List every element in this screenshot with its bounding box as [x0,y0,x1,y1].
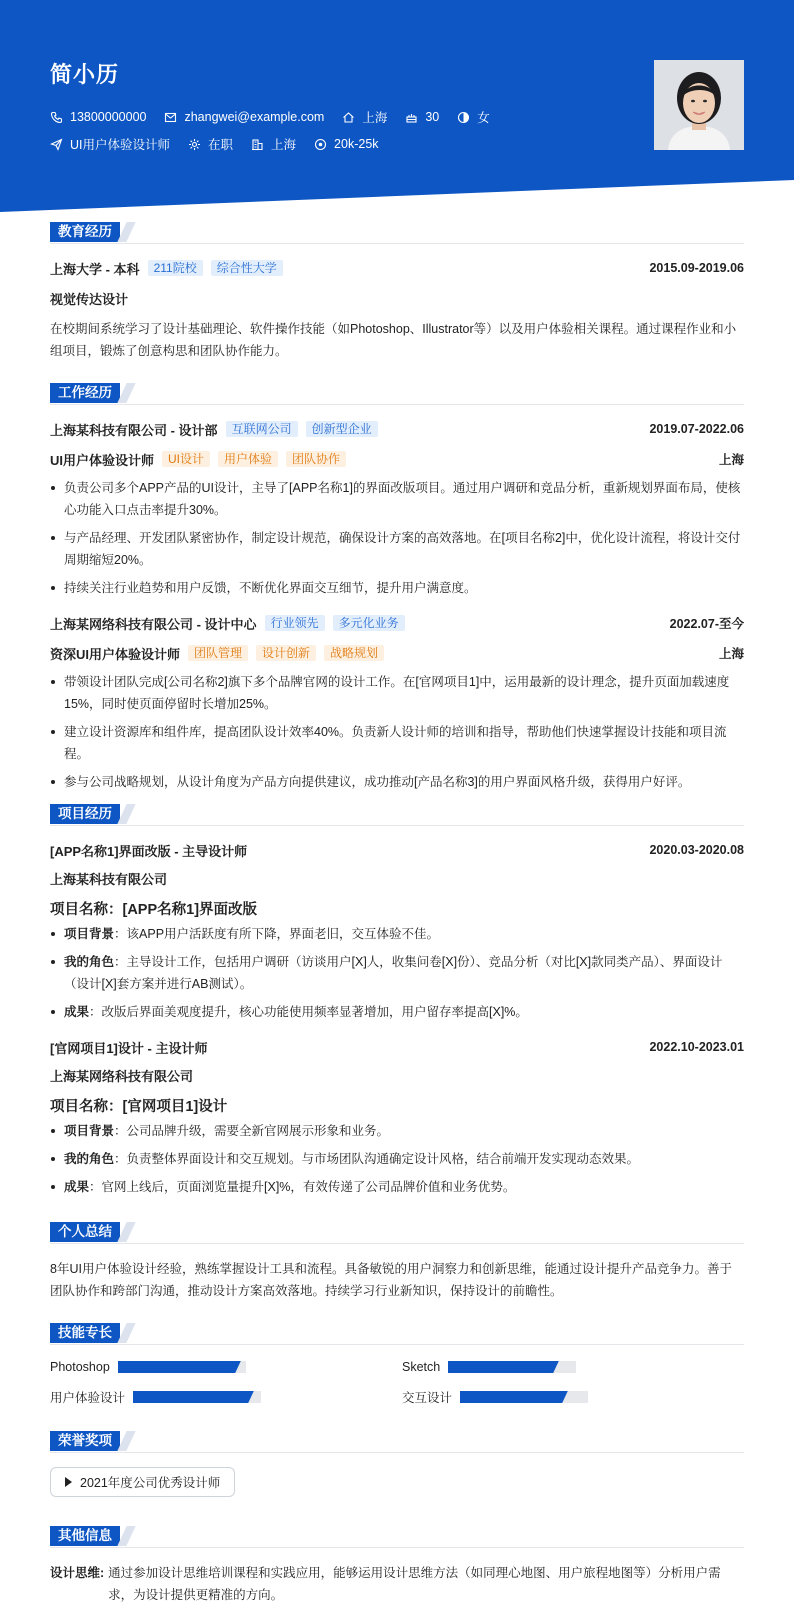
phone-info [50,110,146,124]
section-header [50,1323,744,1345]
email-info [164,110,324,124]
section-title-decoration [117,1222,135,1242]
school-tag: 综合性大学 [211,260,283,276]
role-block [50,644,384,663]
detail-label: 项目背景 [64,927,115,941]
list-item [50,951,744,995]
role-tag: 战略规划 [324,645,384,661]
detail-label: 我的角色 [64,1152,115,1166]
hometown-value: 上海 [362,111,388,125]
job-bullets [50,671,744,793]
job-role: 资深UI用户体验设计师 [50,646,181,662]
project-entry [50,840,744,1023]
project-details [50,1120,744,1198]
section-title-decoration [117,222,135,242]
list-item [50,1120,744,1142]
education-section [50,222,744,362]
company-tag: 互联网公司 [226,421,298,437]
award-text: 2021年度公司优秀设计师 [80,1476,221,1490]
email-value: zhangwei@example.com [184,110,325,124]
project-name: 项目名称：[APP名称1]界面改版 [50,902,258,918]
triangle-icon [65,1477,72,1487]
skill-grid [50,1359,744,1405]
list-item [50,1176,744,1198]
other-info-label: 设计思维: [50,1566,105,1580]
gender-icon [457,111,470,124]
education-description: 在校期间系统学习了设计基础理论、软件操作技能（如Photoshop、Illustrator等）以及用户体验相关课程。通过课程作业和小组项目，锻炼了创意构思和团队协作能力。 [50,322,737,358]
detail-label: 项目背景 [64,1124,115,1138]
skill-bar-fill [133,1391,246,1403]
job-entry [50,613,744,793]
section-title-decoration [117,1431,135,1451]
section-title: 技能专长 [50,1323,120,1343]
role-tag: 设计创新 [256,645,316,661]
project-heading: [官网项目1]设计 - 主设计师 [50,1040,208,1056]
gear-icon [188,138,201,151]
salary-info [314,137,378,151]
position-info [50,135,170,153]
candidate-name: 简小历 [50,62,120,87]
section-title-decoration [117,1526,135,1546]
section-title: 其他信息 [50,1526,120,1546]
skill-bar [448,1361,576,1373]
detail-text: ：官网上线后，页面浏览量提升[X]%，有效传递了公司品牌价值和业务优势。 [89,1180,516,1194]
info-row-contact [50,107,508,127]
detail-text: ：负责整体界面设计和交互规划。与市场团队沟通确定设计风格，结合前端开发实现动态效果。 [114,1152,640,1166]
project-name: 项目名称：[官网项目1]设计 [50,1099,228,1115]
section-header [50,1526,744,1548]
phone-icon [50,111,63,124]
avatar-illustration [654,60,744,150]
skill-item [402,1359,744,1375]
skill-name: Sketch [402,1360,441,1374]
role-tag: 团队管理 [188,645,248,661]
skill-bar-fill [118,1361,233,1373]
position-value: UI用户体验设计师 [70,138,171,152]
job-location: 上海 [718,647,744,661]
job-company-row [50,613,744,633]
education-major: 视觉传达设计 [50,292,129,307]
project-date: 2020.03-2020.08 [649,843,744,857]
age-value: 30 [425,110,440,124]
role-tag: 团队协作 [286,451,346,467]
detail-label: 成果 [64,1180,90,1194]
detail-label: 我的角色 [64,955,115,969]
skills-section [50,1323,744,1405]
projects-section [50,804,744,1204]
skill-bar [133,1391,261,1403]
list-item: 持续关注行业趋势和用户反馈，不断优化界面交互细节，提升用户满意度。 [50,577,744,599]
project-heading: [APP名称1]界面改版 - 主导设计师 [50,843,248,859]
section-title: 教育经历 [50,222,120,242]
section-header [50,222,744,244]
section-header [50,1222,744,1244]
other-info-text: 通过参加设计思维培训课程和实践应用，能够运用设计思维方法（如同理心地图、用户旅程地图等）分析用户需求，为设计提供更精准的方向。 [108,1566,721,1602]
project-heading-row [50,840,744,860]
job-location: 上海 [718,453,744,467]
project-heading-row [50,1037,744,1057]
list-item: 带领设计团队完成[公司名称2]旗下多个品牌官网的设计工作。在[官网项目1]中，运用最新的设计理念，提升页面加载速度15%，同时使页面停留时长增加25%。 [50,671,744,715]
phone-value: 13800000000 [70,110,147,124]
job-company-row [50,419,744,439]
age-info [405,110,439,124]
school-tag: 211院校 [148,260,203,276]
header-info [50,58,508,161]
other-section [50,1526,744,1606]
project-company: 上海某科技有限公司 [50,872,168,887]
detail-text: ：公司品牌升级，需要全新官网展示形象和业务。 [114,1124,390,1138]
work-section [50,383,744,799]
list-item [50,1148,744,1170]
list-item: 参与公司战略规划，从设计角度为产品方向提供建议，成功推动[产品名称3]的用户界面风格升级，获得用户好评。 [50,771,744,793]
section-title: 个人总结 [50,1222,120,1242]
other-info-row [50,1562,744,1606]
section-title: 项目经历 [50,804,120,824]
company-block [50,614,405,633]
company-tag: 创新型企业 [306,421,378,437]
section-header [50,1431,744,1453]
section-header [50,804,744,826]
section-header [50,383,744,405]
list-item: 负责公司多个APP产品的UI设计，主导了[APP名称1]的界面改版项目。通过用户调研和竞品分析，重新规划界面布局，使核心功能入口点击率提升30%。 [50,477,744,521]
skill-bar-fill [448,1361,550,1373]
profile-photo [654,60,744,150]
skill-item [402,1389,744,1405]
coin-icon [314,138,327,151]
school-block [50,259,283,278]
company-tag: 多元化业务 [333,615,405,631]
skill-name: Photoshop [50,1360,110,1374]
project-entry [50,1037,744,1198]
mail-icon [164,111,177,124]
skill-name: 用户体验设计 [50,1391,126,1405]
building-icon [251,138,264,151]
project-details [50,923,744,1023]
section-title: 工作经历 [50,383,120,403]
cake-icon [405,111,418,124]
section-title-decoration [117,1323,135,1343]
skill-bar [118,1361,246,1373]
company-tag: 行业领先 [265,615,325,631]
honors-section [50,1431,744,1497]
salary-value: 20k-25k [334,137,379,151]
detail-text: ：改版后界面美观度提升，核心功能使用频率显著增加，用户留存率提高[X]%。 [89,1005,528,1019]
skill-name: 交互设计 [402,1391,453,1405]
education-date: 2015.09-2019.06 [649,261,744,275]
job-date: 2019.07-2022.06 [649,422,744,436]
status-value: 在职 [208,138,234,152]
list-item [50,923,744,945]
city-value: 上海 [271,138,297,152]
school-name: 上海大学 - 本科 [50,261,140,277]
section-title: 荣誉奖项 [50,1431,120,1451]
detail-label: 成果 [64,1005,90,1019]
job-role: UI用户体验设计师 [50,452,155,468]
company-name: 上海某网络科技有限公司 - 设计中心 [50,616,257,632]
detail-text: ：该APP用户活跃度有所下降，界面老旧，交互体验不佳。 [114,927,440,941]
job-date: 2022.07-至今 [669,617,744,631]
role-tag: UI设计 [162,451,210,467]
education-row [50,258,744,278]
list-item [50,1001,744,1023]
send-icon [50,138,63,151]
summary-text: 8年UI用户体验设计经验，熟练掌握设计工具和流程。具备敏锐的用户洞察力和创新思维，能通过设计提升产品竞争力。善于团队协作和跨部门沟通，推动设计方案高效落地。持续学习行业新知识，保持设计的前瞻性。 [50,1262,732,1298]
job-role-row [50,643,744,663]
city-info [251,135,296,153]
skill-item [50,1389,402,1405]
summary-section [50,1222,744,1302]
skill-item [50,1359,402,1375]
company-name: 上海某科技有限公司 - 设计部 [50,422,218,438]
project-date: 2022.10-2023.01 [649,1040,744,1054]
section-title-decoration [117,383,135,403]
award-item [50,1467,235,1497]
role-block [50,450,346,469]
list-item: 与产品经理、开发团队紧密协作，制定设计规范，确保设计方案的高效落地。在[项目名称2]中，优化设计流程，将设计交付周期缩短20%。 [50,527,744,571]
home-icon [342,111,355,124]
header-banner [0,0,794,212]
hometown-info [342,108,387,126]
list-item: 建立设计资源库和组件库，提高团队设计效率40%。负责新人设计师的培训和指导，帮助他们快速掌握设计技能和项目流程。 [50,721,744,765]
detail-text: ：主导设计工作，包括用户调研（访谈用户[X]人，收集问卷[X]份）、竞品分析（对比[X]款同类产品）、界面设计（设计[X]套方案并进行AB测试）。 [64,955,723,991]
company-block [50,420,378,439]
section-title-decoration [117,804,135,824]
job-role-row [50,449,744,469]
skill-bar-fill [460,1391,560,1403]
gender-value: 女 [477,111,490,125]
job-entry [50,419,744,599]
status-info [188,135,233,153]
skill-bar [460,1391,588,1403]
job-bullets [50,477,744,599]
role-tag: 用户体验 [218,451,278,467]
gender-info [457,108,490,126]
info-row-job [50,134,508,154]
project-company: 上海某网络科技有限公司 [50,1069,194,1084]
